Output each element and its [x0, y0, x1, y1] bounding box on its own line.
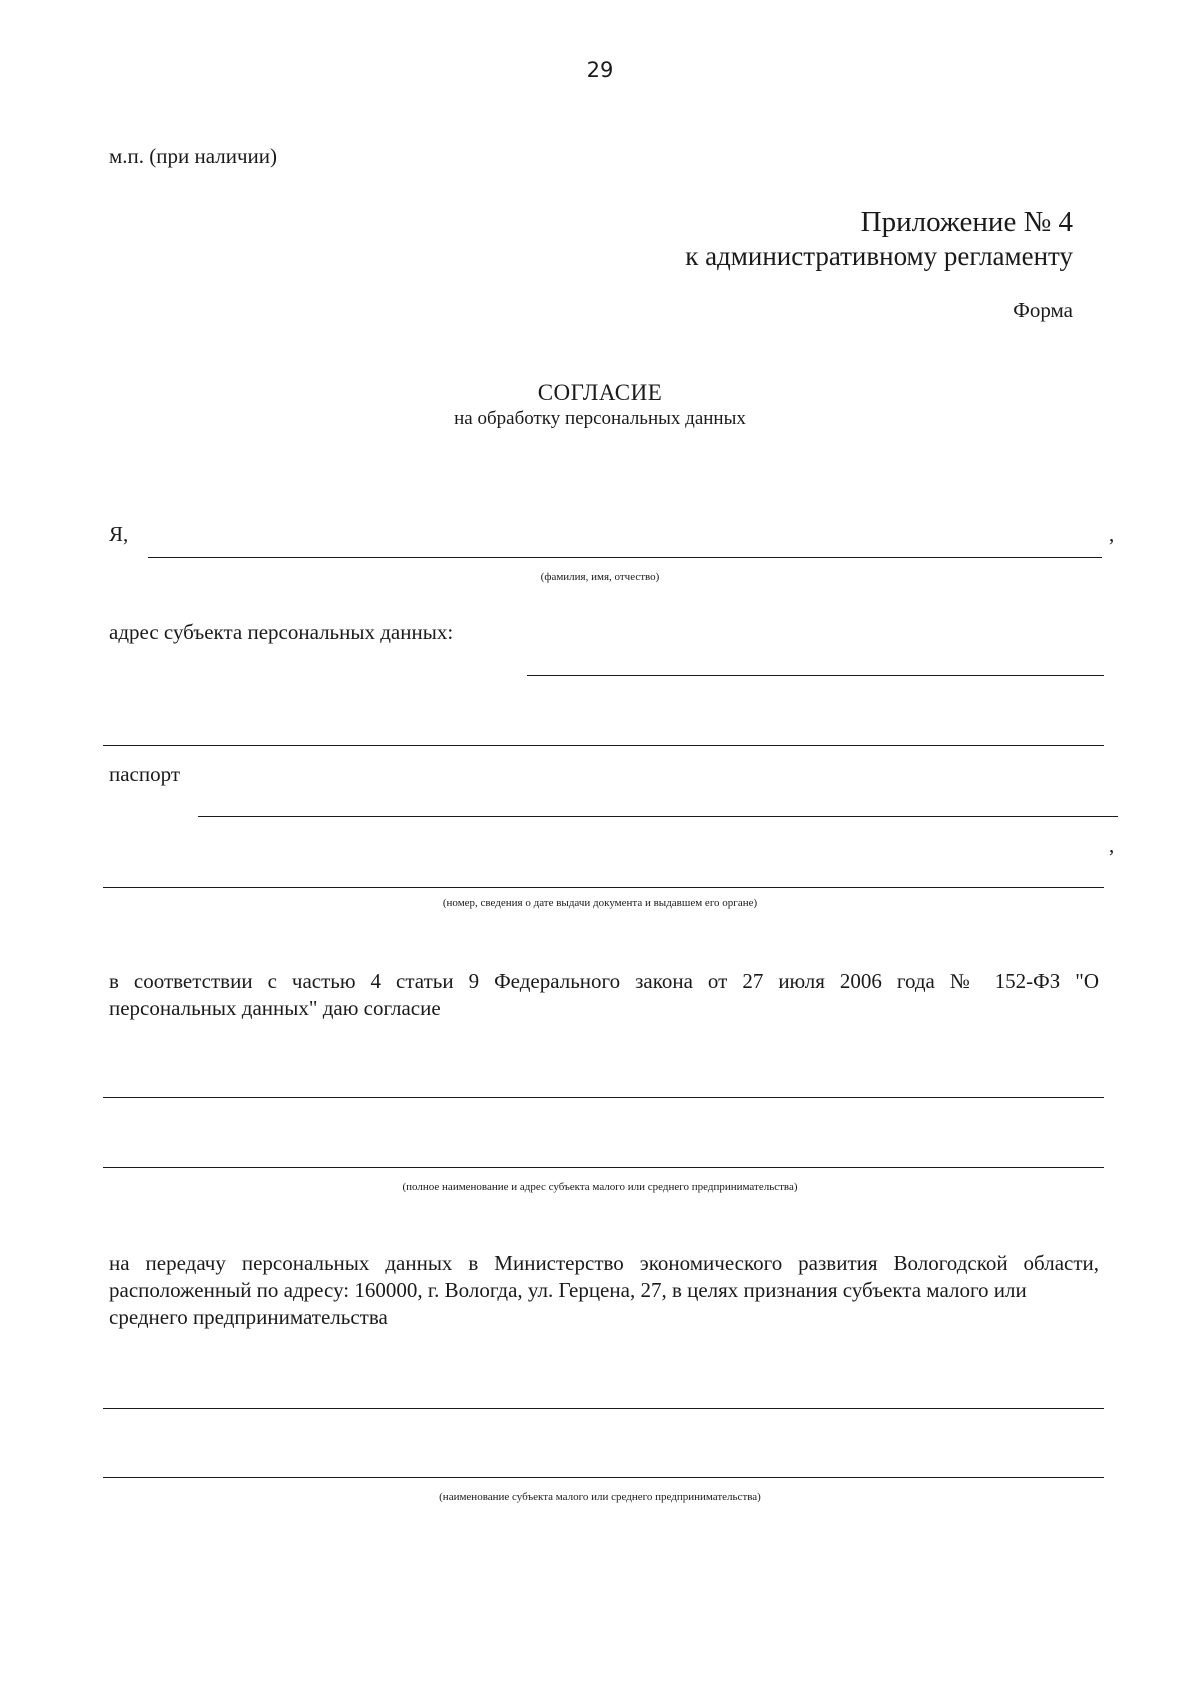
address-input-line-1[interactable] — [527, 675, 1104, 676]
passport-label: паспорт — [109, 762, 181, 786]
org-name-caption: (наименование субъекта малого или среднего предпринимательства) — [439, 1491, 761, 1503]
address-label: адрес субъекта персональных данных: — [109, 620, 454, 644]
ya-label: Я, — [109, 522, 129, 546]
passport-input-line-1[interactable] — [198, 816, 1118, 817]
org-input-line-2[interactable] — [103, 1167, 1104, 1168]
org-name-input-line-2[interactable] — [103, 1477, 1104, 1478]
fio-caption: (фамилия, имя, отчество) — [540, 571, 660, 583]
passport-caption: (номер, сведения о дате выдачи документа и выдавшем его органе) — [442, 897, 758, 909]
fio-input-line[interactable] — [148, 557, 1102, 558]
stamp-note: м.п. (при наличии) — [109, 144, 277, 168]
passport-trailing-comma: , — [1109, 833, 1115, 857]
document-title: СОГЛАСИЕ — [537, 380, 663, 405]
appendix-heading: Приложение № 4 — [860, 206, 1073, 238]
org-caption: (полное наименование и адрес субъекта малого или среднего предпринимательства) — [402, 1181, 798, 1193]
org-name-input-line-1[interactable] — [103, 1408, 1104, 1409]
org-input-line-1[interactable] — [103, 1097, 1104, 1098]
address-input-line-2[interactable] — [103, 745, 1104, 746]
form-label: Форма — [1013, 298, 1073, 322]
consent-paragraph-line-2: персональных данных" даю согласие — [109, 996, 441, 1020]
transfer-paragraph-line-2: расположенный по адресу: 160000, г. Вологда, ул. Герцена, 27, в целях признания субъекта малого или — [109, 1278, 1027, 1302]
document-subtitle: на обработку персональных данных — [454, 408, 746, 429]
transfer-paragraph-line-3: среднего предпринимательства — [109, 1305, 388, 1329]
reglament-reference: к административному регламенту — [685, 241, 1073, 271]
transfer-paragraph-line-1: на передачу персональных данных в Министерство экономического развития Вологодской области, — [109, 1251, 1099, 1275]
page-number: 29 — [586, 58, 614, 82]
consent-paragraph-line-1: в соответствии с частью 4 статьи 9 Федерального закона от 27 июля 2006 года № 152-ФЗ "О — [109, 969, 1099, 993]
passport-input-line-2[interactable] — [103, 887, 1104, 888]
fio-trailing-comma: , — [1109, 522, 1115, 546]
